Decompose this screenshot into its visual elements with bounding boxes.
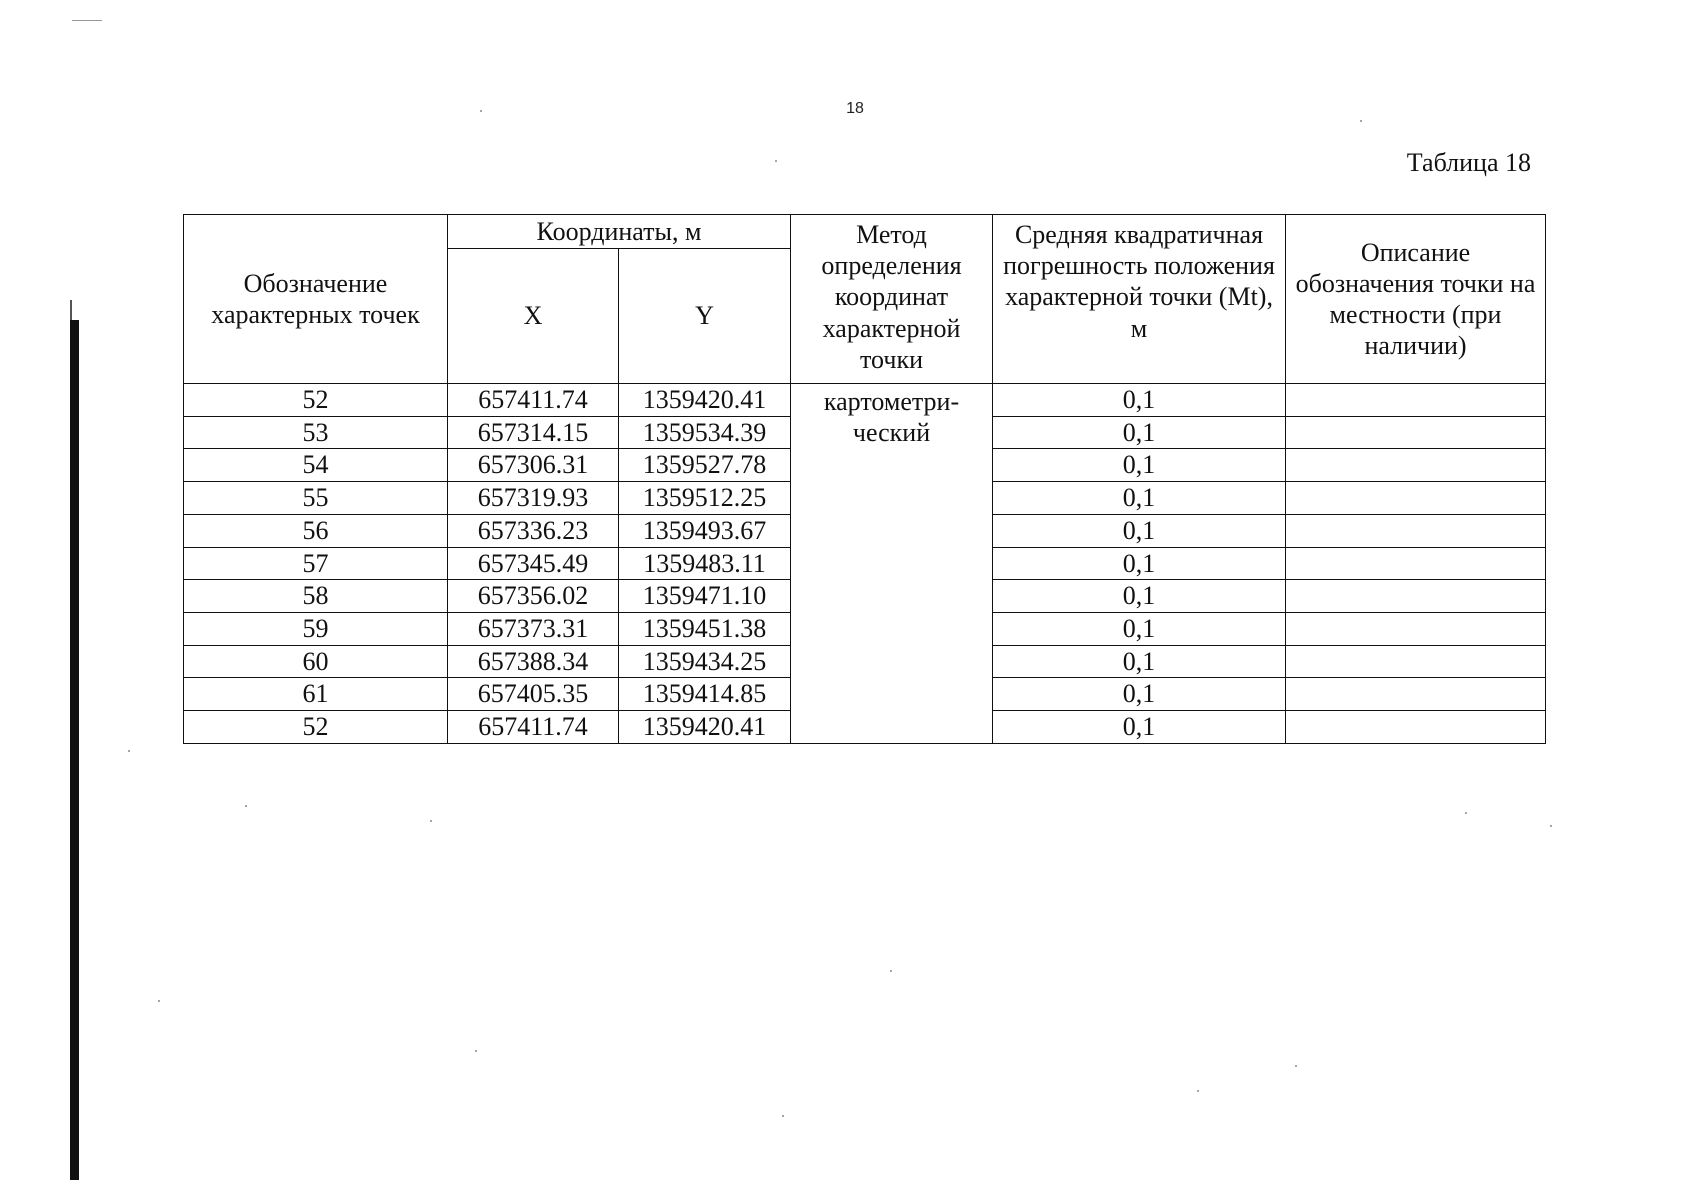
point-cell: 53 xyxy=(184,416,448,449)
table-row xyxy=(184,384,1546,417)
scan-speck xyxy=(1465,812,1467,814)
point-cell: 54 xyxy=(184,449,448,482)
header-point-designation: Обозначение характерных точек xyxy=(184,215,448,384)
y-cell: 1359471.10 xyxy=(619,580,791,613)
method-cell: картометри-ческий xyxy=(791,384,993,744)
mt-cell: 0,1 xyxy=(993,613,1286,646)
x-cell: 657319.93 xyxy=(448,482,619,515)
description-cell xyxy=(1286,514,1546,547)
y-cell: 1359527.78 xyxy=(619,449,791,482)
header-accuracy: Средняя квадратичная погрешность положения характерной точки (Mt), м xyxy=(993,215,1286,384)
description-cell xyxy=(1286,580,1546,613)
scan-speck xyxy=(775,160,777,162)
scan-speck xyxy=(475,1050,477,1052)
header-x: X xyxy=(448,249,619,384)
y-cell: 1359451.38 xyxy=(619,613,791,646)
y-cell: 1359420.41 xyxy=(619,711,791,744)
description-cell xyxy=(1286,547,1546,580)
y-cell: 1359420.41 xyxy=(619,384,791,417)
mt-cell: 0,1 xyxy=(993,449,1286,482)
scan-speck xyxy=(1360,120,1362,122)
scan-speck xyxy=(128,750,130,752)
mt-cell: 0,1 xyxy=(993,711,1286,744)
x-cell: 657336.23 xyxy=(448,514,619,547)
mt-cell: 0,1 xyxy=(993,678,1286,711)
scan-binding-shadow xyxy=(70,320,79,1180)
table-caption: Таблица 18 xyxy=(1406,148,1531,177)
x-cell: 657373.31 xyxy=(448,613,619,646)
x-cell: 657405.35 xyxy=(448,678,619,711)
header-y: Y xyxy=(619,249,791,384)
x-cell: 657345.49 xyxy=(448,547,619,580)
page-number: 18 xyxy=(846,100,864,117)
scan-speck xyxy=(480,110,482,112)
x-cell: 657411.74 xyxy=(448,384,619,417)
mt-cell: 0,1 xyxy=(993,547,1286,580)
description-cell xyxy=(1286,482,1546,515)
x-cell: 657306.31 xyxy=(448,449,619,482)
mt-cell: 0,1 xyxy=(993,384,1286,417)
scan-speck xyxy=(245,805,247,807)
mt-cell: 0,1 xyxy=(993,482,1286,515)
scan-speck xyxy=(782,1115,784,1117)
y-cell: 1359512.25 xyxy=(619,482,791,515)
point-cell: 57 xyxy=(184,547,448,580)
description-cell xyxy=(1286,416,1546,449)
header-coordinates: Координаты, м xyxy=(448,215,791,249)
description-cell xyxy=(1286,613,1546,646)
x-cell: 657314.15 xyxy=(448,416,619,449)
x-cell: 657411.74 xyxy=(448,711,619,744)
x-cell: 657356.02 xyxy=(448,580,619,613)
point-cell: 61 xyxy=(184,678,448,711)
scan-speck xyxy=(430,820,432,822)
description-cell xyxy=(1286,711,1546,744)
scan-speck xyxy=(1550,825,1552,827)
scan-speck xyxy=(1295,1065,1297,1067)
point-cell: 52 xyxy=(184,384,448,417)
point-cell: 55 xyxy=(184,482,448,515)
point-cell: 58 xyxy=(184,580,448,613)
y-cell: 1359534.39 xyxy=(619,416,791,449)
scan-speck xyxy=(890,970,892,972)
mt-cell: 0,1 xyxy=(993,645,1286,678)
scan-speck xyxy=(158,1000,160,1002)
description-cell xyxy=(1286,384,1546,417)
y-cell: 1359434.25 xyxy=(619,645,791,678)
mt-cell: 0,1 xyxy=(993,514,1286,547)
y-cell: 1359414.85 xyxy=(619,678,791,711)
point-cell: 59 xyxy=(184,613,448,646)
y-cell: 1359493.67 xyxy=(619,514,791,547)
point-cell: 52 xyxy=(184,711,448,744)
y-cell: 1359483.11 xyxy=(619,547,791,580)
point-cell: 56 xyxy=(184,514,448,547)
description-cell xyxy=(1286,449,1546,482)
header-description: Описание обозначения точки на местности (при наличии) xyxy=(1286,215,1546,384)
x-cell: 657388.34 xyxy=(448,645,619,678)
scan-speck xyxy=(1197,1090,1199,1092)
header-method: Метод определения координат характерной точки xyxy=(791,215,993,384)
coordinates-table xyxy=(183,214,1546,744)
scan-corner-mark xyxy=(72,20,102,21)
description-cell xyxy=(1286,678,1546,711)
point-cell: 60 xyxy=(184,645,448,678)
mt-cell: 0,1 xyxy=(993,580,1286,613)
description-cell xyxy=(1286,645,1546,678)
mt-cell: 0,1 xyxy=(993,416,1286,449)
